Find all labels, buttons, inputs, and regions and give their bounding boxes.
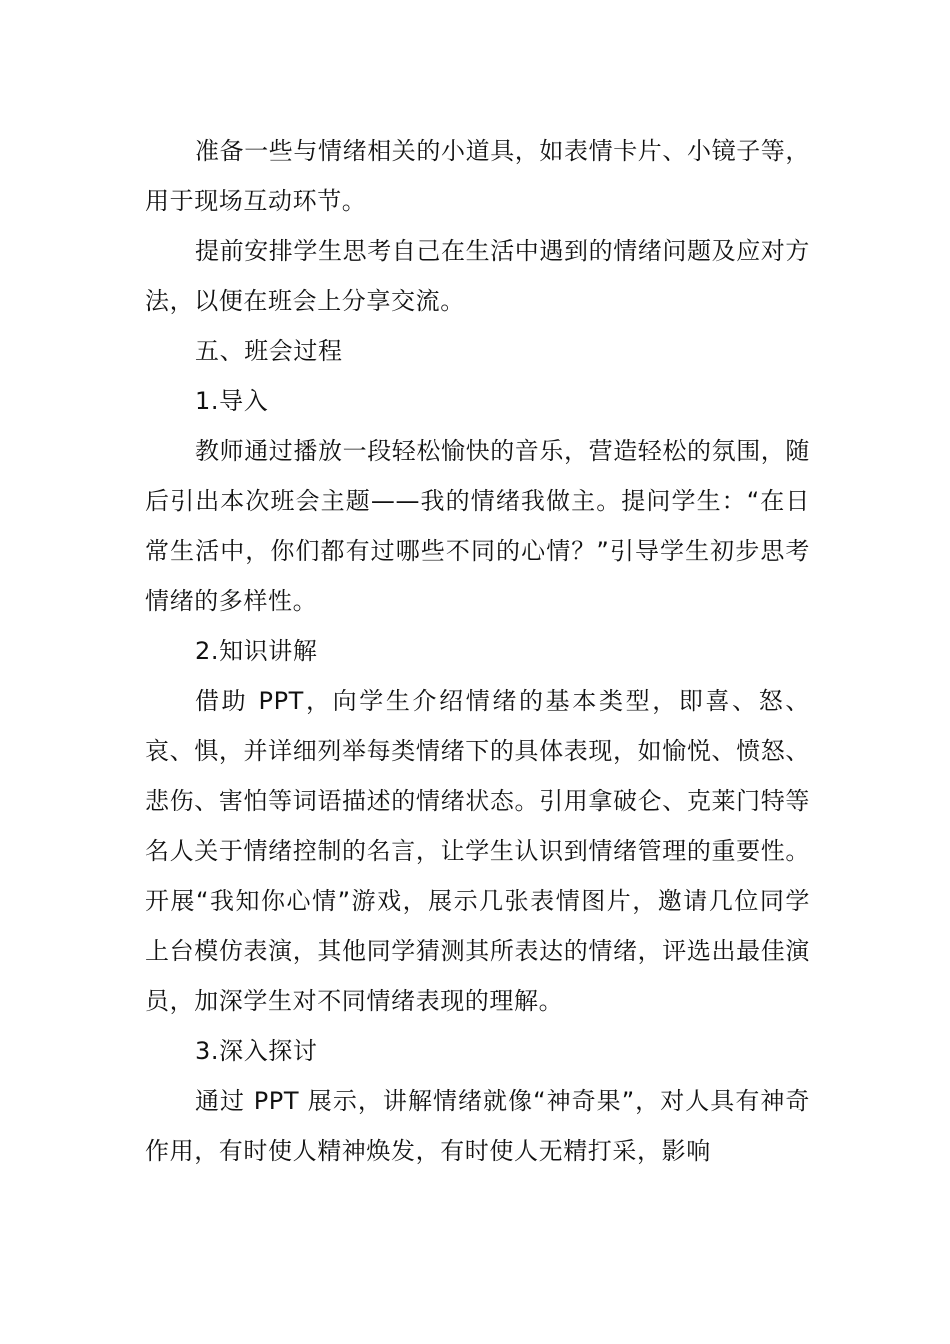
subheading-intro: 1.导入 — [195, 387, 269, 415]
subheading-discussion: 3.深入探讨 — [195, 1037, 318, 1065]
document-body — [145, 126, 810, 1176]
paragraph-student-prep: 提前安排学生思考自己在生活中遇到的情绪问题及应对方法，以便在班会上分享交流。 — [145, 237, 810, 315]
subheading-knowledge: 2.知识讲解 — [195, 637, 318, 665]
paragraph-knowledge: 借助 PPT，向学生介绍情绪的基本类型，即喜、怒、哀、惧，并详细列举每类情绪下的具体表现，如愉悦、愤怒、悲伤、害怕等词语描述的情绪状态。引用拿破仑、克莱门特等名人关于情绪控制的名言，让学生认识到情绪管理的重要性。开展“我知你心情”游戏，展示几张表情图片，邀请几位同学上台模仿表演，其他同学猜测其所表达的情绪，评选出最佳演员，加深学生对不同情绪表现的理解。 — [145, 687, 810, 1015]
paragraph-discussion: 通过 PPT 展示，讲解情绪就像“神奇果”，对人具有神奇作用，有时使人精神焕发，有时使人无精打采，影响 — [145, 1087, 810, 1165]
paragraph-props-prep: 准备一些与情绪相关的小道具，如表情卡片、小镜子等，用于现场互动环节。 — [145, 137, 810, 215]
paragraph-intro: 教师通过播放一段轻松愉快的音乐，营造轻松的氛围，随后引出本次班会主题——我的情绪我做主。提问学生：“在日常生活中，你们都有过哪些不同的心情？”引导学生初步思考情绪的多样性。 — [145, 437, 810, 615]
section-heading-process: 五、班会过程 — [195, 337, 343, 365]
